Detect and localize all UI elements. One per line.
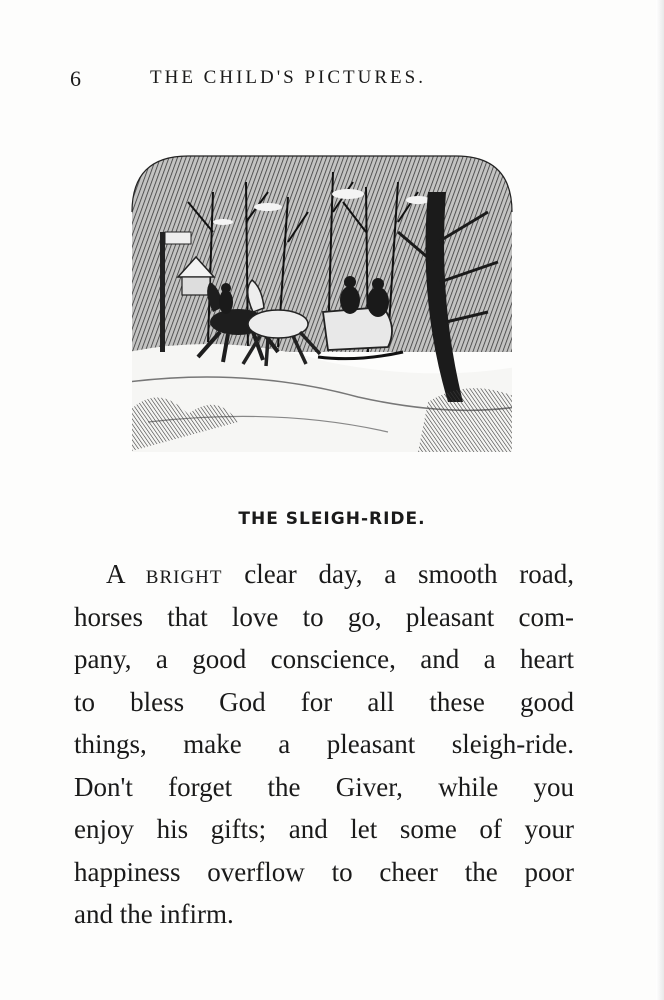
illustration-caption: THE SLEIGH-RIDE.: [238, 509, 426, 529]
text-line: things, make a pleasant sleigh-ride.: [74, 729, 574, 759]
text-line: to bless God for all these good: [74, 686, 574, 717]
text-line: Don't forget the Giver, while you: [74, 771, 574, 802]
text-line: enjoy his gifts; and let some of your: [74, 814, 574, 844]
text-line: horses that love to go, pleasant com-: [74, 601, 574, 632]
page-number: 6: [70, 66, 82, 91]
body-paragraph: [74, 553, 574, 936]
lead-in-letter: A: [106, 559, 125, 589]
page-edge: [656, 0, 664, 1000]
sleigh-ride-illustration: [128, 152, 516, 452]
text-line-content: clear day, a smooth road,: [222, 559, 574, 589]
lead-in-smallcaps: bright: [145, 559, 223, 589]
running-title: THE CHILD'S PICTURES.: [150, 67, 426, 88]
sleigh-ride-engraving-icon: [128, 152, 516, 452]
text-line: pany, a good conscience, and a heart: [74, 644, 574, 674]
text-line: and the infirm.: [74, 899, 234, 929]
text-line: happiness overflow to cheer the poor: [74, 856, 574, 887]
text-line: [74, 553, 574, 596]
